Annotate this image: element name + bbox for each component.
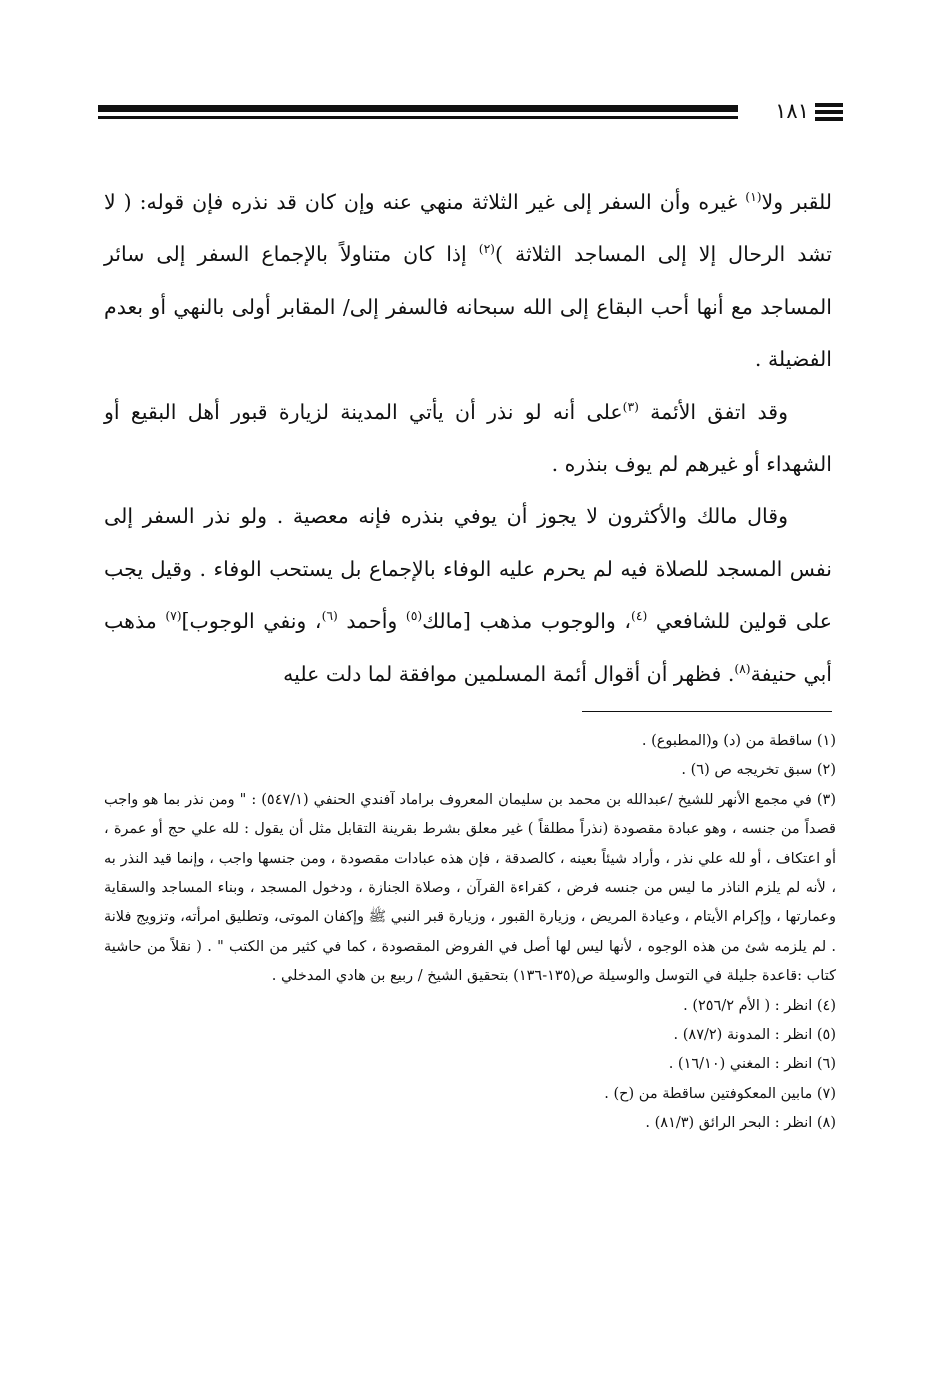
footnote-4: (٤) انظر : ( الأم ٢٥٦/٢) . — [683, 997, 836, 1014]
text-run: إذا كان متناولاً بالإجماع السفر إلى سائر المساجد مع أنها أحب البقاع إلى الله سبحانه فالسفر إلى/ المقابر أولى بالنهي أو بعدم الفضيلة . — [104, 242, 832, 372]
footnote-1: (١) ساقطة من (د) و(المطبوع) . — [641, 733, 836, 749]
footnote-ref: (٤) — [631, 609, 648, 624]
text-run: للقبر ولا — [761, 190, 832, 214]
text-run: ، ونفي الوجوب] — [181, 609, 322, 634]
paragraph — [104, 176, 832, 386]
footnote-ref: (٣) — [622, 399, 639, 414]
text-run: . فظهر أن أقوال أئمة المسلمين موافقة لما دلت عليه — [283, 661, 735, 686]
footnote-7: (٧) مابين المعكوفتين ساقطة من (ح) . — [604, 1085, 836, 1102]
text-run: وقد اتفق الأئمة — [638, 399, 789, 424]
header-rule-thick — [98, 105, 738, 112]
footnotes — [104, 727, 836, 1139]
footnote-8: (٨) انظر : البحر الرائق (٨١/٣) . — [645, 1115, 836, 1132]
footnote-ref: (٨) — [734, 661, 751, 676]
paragraph — [104, 490, 832, 700]
footnote-ref: (٦) — [321, 609, 338, 624]
text-run: غيره وأن السفر إلى غير الثلاثة منهي عنه وإن كان قد نذره فإن قوله: ( لا تشد الرحال إلا إلى المساجد الثلاثة ) — [104, 190, 832, 267]
paragraph — [104, 386, 832, 491]
footnote-ref: (٢) — [478, 242, 495, 257]
text-run: مذهب أبي حنيفة — [104, 609, 832, 686]
footnote-ref: (١) — [745, 190, 762, 205]
footnote-5: (٥) انظر : المدونة (٨٧/٢) . — [673, 1027, 836, 1044]
page-header — [98, 98, 843, 124]
footnote-2: (٢) سبق تخريجه ص (٦) . — [681, 762, 836, 779]
page-number: ١٨١ — [769, 98, 815, 124]
footnote-3: (٣) في مجمع الأنهر للشيخ /عبدالله بن محمد بن سليمان المعروف براماد آفندي الحنفي (٥٤٧/١) : " ومن نذر بما هو واجب قصداً من جنسه ، وهو عبادة مقصودة (نذراً مطلقاً ) غير معلق بشرط بقرينة التقابل مثل أن يقول : لله علي حج أو عمرة ، أو اعتكاف ، أو لله علي نذر ، وأراد شيئاً بعينه ، كالصدقة ، فإن هذه عبادات مقصودة ، ومن جنسها واجب ، وإنما قيد النذر به ، لأنه لم يلزم الناذر ما ليس من جنسه فرض ، كقراءة القرآن ، وصلاة الجنازة ، ودخول المسجد ، وبناء المساجد والسقاية وعمارتها ، وإكرام الأيتام ، وعيادة المريض ، وزيارة القبور ، وزيارة قبر النبي ﷺ وإكفان الموتى، وتطليق امرأته، وتزويج فلانة . لم يلزمه شئ من هذه الوجوه ، لأنها ليس لها أصل في الفروض المقصودة ، كما في كثير من الكتب " . ( نقلاً من حاشية كتاب :قاعدة جليلة في التوسل والوسيلة ص(١٣٥-١٣٦) بتحقيق الشيخ / ربيع بن هادي المدخلي . — [104, 791, 837, 985]
footnote-ref: (٥) — [405, 609, 423, 624]
main-text — [104, 176, 832, 700]
header-rule-thin — [98, 116, 738, 119]
footnote-ref: (٧) — [165, 609, 182, 624]
footnote-6: (٦) انظر : المغني (١٦/١٠) . — [668, 1056, 836, 1073]
footnote-separator — [582, 711, 832, 712]
text-run: ، والوجوب مذهب [مالك — [422, 609, 632, 634]
text-run: وقال مالك والأكثرون لا يجوز أن يوفي بنذره فإنه معصية . ولو نذر السفر إلى نفس المسجد للصلاة فيه لم يحرم عليه الوفاء بالإجماع بل يستحب الوفاء . وقيل يجب على قولين للشافعي — [104, 504, 833, 634]
text-run: وأحمد — [337, 609, 406, 634]
text-run: على أنه لو نذر أن يأتي المدينة لزيارة قبور أهل البقيع أو الشهداء أو غيرهم لم يوف بنذره . — [104, 399, 832, 477]
